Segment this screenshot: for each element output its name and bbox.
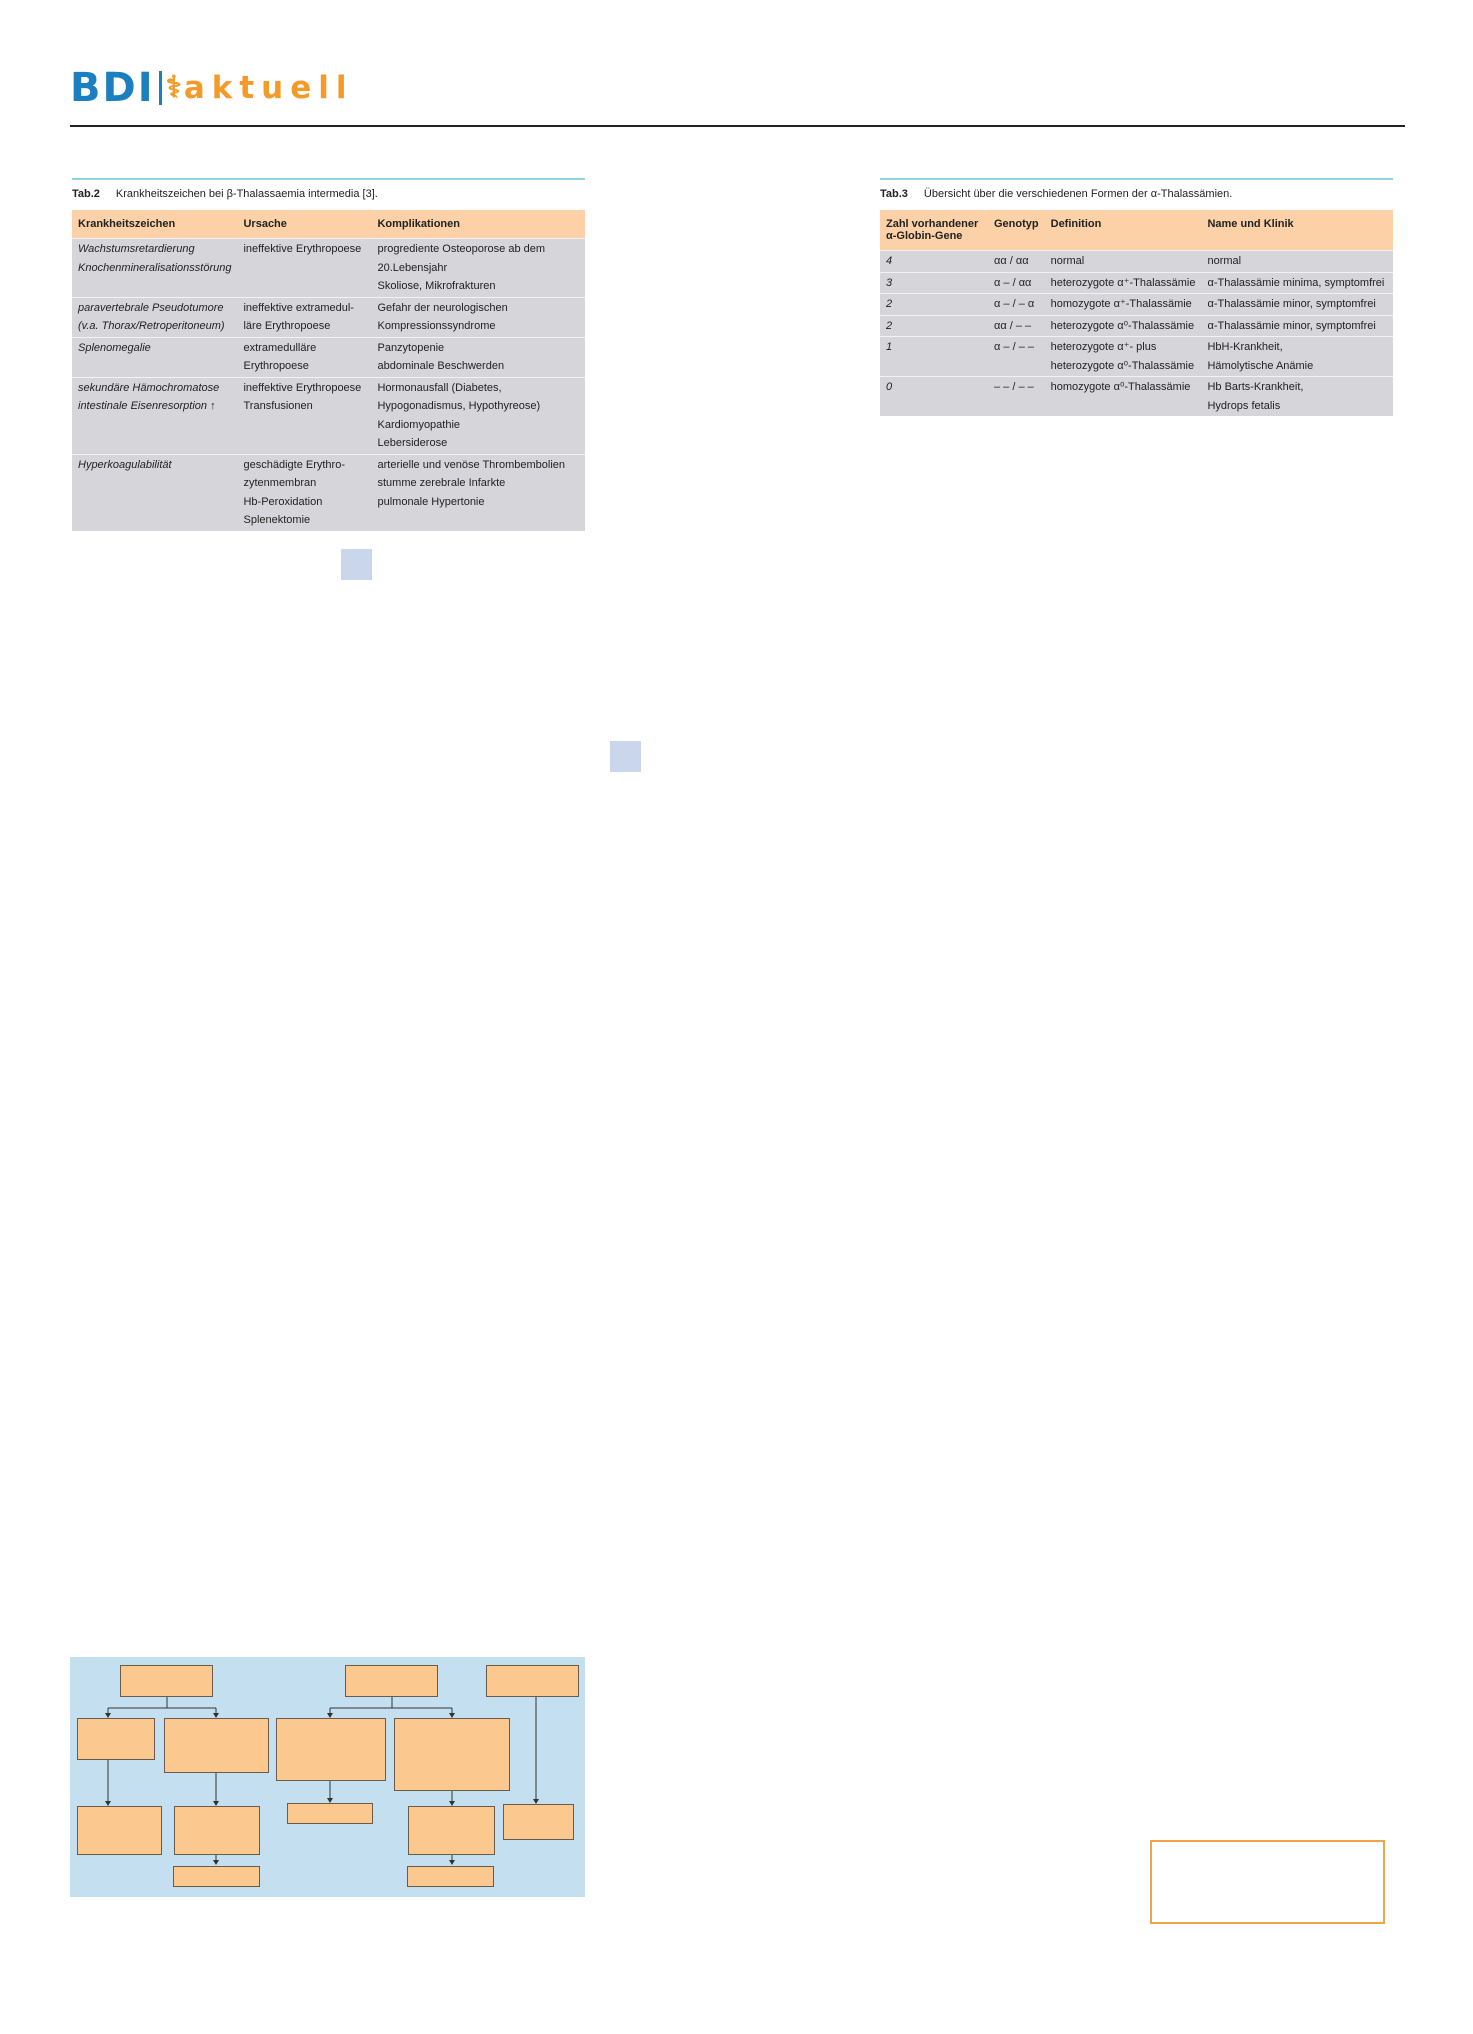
table-2-cause-cell-line: zytenmembran [243,477,317,489]
flow-box [173,1866,260,1887]
table-3-definition-cell [1045,337,1202,377]
table-3-clinic-cell [1201,251,1393,273]
table-2-complication-cell-line: Skoliose, Mikrofrakturen [377,280,496,292]
table-2 [72,178,585,531]
table-row [72,337,585,377]
table-3-definition-cell-line: heterozygote α⁺-Thalassämie [1050,276,1196,289]
table-2-cause-cell [237,377,371,454]
table-2-sign-cell-line: (v.a. Thorax/Retroperitoneum) [78,320,225,332]
table-3-clinic-cell-line: α-Thalassämie minor, symptomfrei [1207,319,1376,332]
table-2-sign-cell-line: Splenomegalie [78,341,151,354]
table-row [880,272,1393,294]
table-2-sign-cell [72,239,237,298]
table-3-definition-cell-line: heterozygote α⁰-Thalassämie [1050,359,1195,372]
table-2-complication-cell-line: Kompressionssyndrome [377,320,496,332]
table-2-complication-cell-line: Gefahr der neurologischen [377,301,508,314]
table-3-clinic-cell-line: normal [1207,255,1242,267]
flow-box [394,1718,510,1791]
table-row [880,251,1393,273]
table-2-caption [72,180,585,210]
table-row [880,294,1393,316]
table-3-grid [880,210,1393,416]
table-row [72,297,585,337]
table-3-clinic-cell-line: Hämolytische Anämie [1207,359,1314,372]
table-3 [880,178,1393,416]
table-2-sign-cell-line: intestinale Eisenresorption ↑ [78,400,216,412]
table-2-column-header: Ursache [237,210,371,239]
table-2-title: Krankheitszeichen bei β-Thalassaemia intermedia [3]. [115,188,378,200]
table-2-cause-cell-line: geschädigte Erythro- [243,458,345,471]
table-3-header-row [880,210,1393,251]
table-3-label: Tab.3 [880,188,908,200]
table-2-sign-cell-line: Hyperkoagulabilität [78,458,172,471]
table-row [880,377,1393,417]
table-3-definition-cell-line: homozygote α⁺-Thalassämie [1050,298,1192,310]
table-2-cause-cell-line: ineffektive Erythropoese [243,243,362,255]
table-2-sign-cell [72,297,237,337]
table-3-gene-count-cell: 1 [880,337,988,377]
flow-box [164,1718,269,1773]
table-2-column-header: Krankheitszeichen [72,210,237,239]
table-3-clinic-cell-line: HbH-Krankheit, [1207,341,1283,353]
flow-box [77,1806,162,1855]
table-3-definition-cell-line: homozygote α⁰-Thalassämie [1050,381,1191,393]
placeholder-marker [341,549,372,580]
table-2-complication-cell-line: Hypogonadismus, Hypothyreose) [377,400,541,412]
table-3-clinic-cell [1201,315,1393,337]
table-2-complication-cell-line: 20.Lebensjahr [377,261,448,274]
table-row [880,337,1393,377]
aesculapian-staff-icon: ⚕ [165,71,182,104]
table-3-clinic-cell [1201,272,1393,294]
table-2-sign-cell [72,377,237,454]
table-3-column-header: Zahl vorhandener α-Globin-Gene [880,210,988,251]
table-row [72,377,585,454]
placeholder-marker [610,741,641,772]
logo-separator [159,71,162,105]
table-3-gene-count-cell: 2 [880,294,988,316]
table-2-cause-cell-line: Splenektomie [243,514,311,526]
table-3-title: Übersicht über die verschiedenen Formen der α-Thalassämien. [923,188,1233,200]
table-2-complication-cell-line: arterielle und venöse Thrombembolien [377,458,565,471]
table-2-column-header: Komplikationen [371,210,585,239]
table-3-clinic-cell-line: α-Thalassämie minima, symptomfrei [1207,276,1385,289]
table-3-gene-count-cell: 4 [880,251,988,273]
table-3-clinic-cell [1201,377,1393,417]
table-2-complication-cell-line: pulmonale Hypertonie [377,495,485,508]
flow-box [77,1718,155,1760]
table-row [72,239,585,298]
table-2-cause-cell-line: Hb-Peroxidation [243,495,323,508]
table-3-genotype-cell: α – / – – [988,337,1045,377]
table-2-cause-cell-line: ineffektive Erythropoese [243,381,362,394]
table-3-definition-cell [1045,377,1202,417]
flow-box [345,1665,438,1697]
table-2-complication-cell [371,377,585,454]
table-3-definition-cell [1045,251,1202,273]
table-3-gene-count-cell: 3 [880,272,988,294]
table-2-cause-cell-line: extramedulläre [243,341,317,354]
table-2-complication-cell [371,337,585,377]
table-2-grid [72,210,585,531]
table-2-header-row [72,210,585,239]
table-2-cause-cell [237,239,371,298]
flow-box [486,1665,579,1697]
table-3-genotype-cell: αα / αα [988,251,1045,273]
table-2-complication-cell [371,297,585,337]
table-2-sign-cell-line: sekundäre Hämochromatose [78,381,220,394]
logo-bdi-text: BDI [70,65,155,111]
flow-box [174,1806,260,1855]
flow-box [503,1804,574,1840]
table-3-genotype-cell: α – / αα [988,272,1045,294]
table-3-gene-count-cell: 2 [880,315,988,337]
table-3-clinic-cell-line: α-Thalassämie minor, symptomfrei [1207,298,1376,310]
bdi-aktuell-logo [70,65,354,111]
table-3-definition-cell-line: normal [1050,255,1085,267]
table-3-column-header: Genotyp [988,210,1045,251]
table-3-definition-cell-line: heterozygote α⁰-Thalassämie [1050,319,1195,332]
flow-box [276,1718,386,1781]
table-3-caption [880,180,1393,210]
table-2-cause-cell-line: läre Erythropoese [243,320,331,332]
table-3-genotype-cell: – – / – – [988,377,1045,417]
table-2-label: Tab.2 [72,188,100,200]
table-2-cause-cell-line: Erythropoese [243,360,309,372]
table-2-complication-cell [371,454,585,531]
table-3-gene-count-cell: 0 [880,377,988,417]
table-2-complication-cell-line: Lebersiderose [377,437,448,449]
table-3-definition-cell [1045,294,1202,316]
table-3-definition-cell-line: heterozygote α⁺- plus [1050,341,1157,353]
flow-box [407,1866,494,1887]
table-2-complication-cell-line: Panzytopenie [377,341,445,354]
table-2-cause-cell-line: Transfusionen [243,400,313,412]
table-2-sign-cell-line: Knochenmineralisationsstörung [78,261,232,274]
table-2-complication-cell-line: Kardiomyopathie [377,418,461,431]
table-2-complication-cell-line: abdominale Beschwerden [377,360,505,372]
flow-box [287,1803,373,1824]
table-2-cause-cell-line: ineffektive extramedul- [243,301,354,314]
table-3-definition-cell [1045,315,1202,337]
table-3-column-header: Definition [1045,210,1202,251]
table-2-sign-cell-line: paravertebrale Pseudotumore [78,301,224,314]
table-2-sign-cell [72,454,237,531]
table-2-cause-cell [237,454,371,531]
table-2-complication-cell-line: progrediente Osteoporose ab dem [377,243,546,255]
table-3-clinic-cell-line: Hb Barts-Krankheit, [1207,381,1304,393]
table-3-genotype-cell: αα / – – [988,315,1045,337]
table-2-sign-cell-line: Wachstumsretardierung [78,243,195,255]
table-3-clinic-cell-line: Hydrops fetalis [1207,399,1281,412]
flow-box [120,1665,213,1697]
table-2-complication-cell-line: stumme zerebrale Infarkte [377,477,506,489]
table-2-cause-cell [237,337,371,377]
table-3-clinic-cell [1201,294,1393,316]
table-2-complication-cell-line: Hormonausfall (Diabetes, [377,381,502,394]
table-2-cause-cell [237,297,371,337]
flow-box [408,1806,495,1855]
table-3-clinic-cell [1201,337,1393,377]
empty-info-frame [1150,1840,1385,1924]
table-3-genotype-cell: α – / – α [988,294,1045,316]
table-2-complication-cell [371,239,585,298]
table-row [72,454,585,531]
logo-aktuell-text: aktuell [183,70,354,106]
table-3-definition-cell [1045,272,1202,294]
table-row [880,315,1393,337]
table-3-column-header: Name und Klinik [1201,210,1393,251]
header-rule [70,125,1405,127]
flowchart [70,1657,585,1897]
table-2-sign-cell [72,337,237,377]
